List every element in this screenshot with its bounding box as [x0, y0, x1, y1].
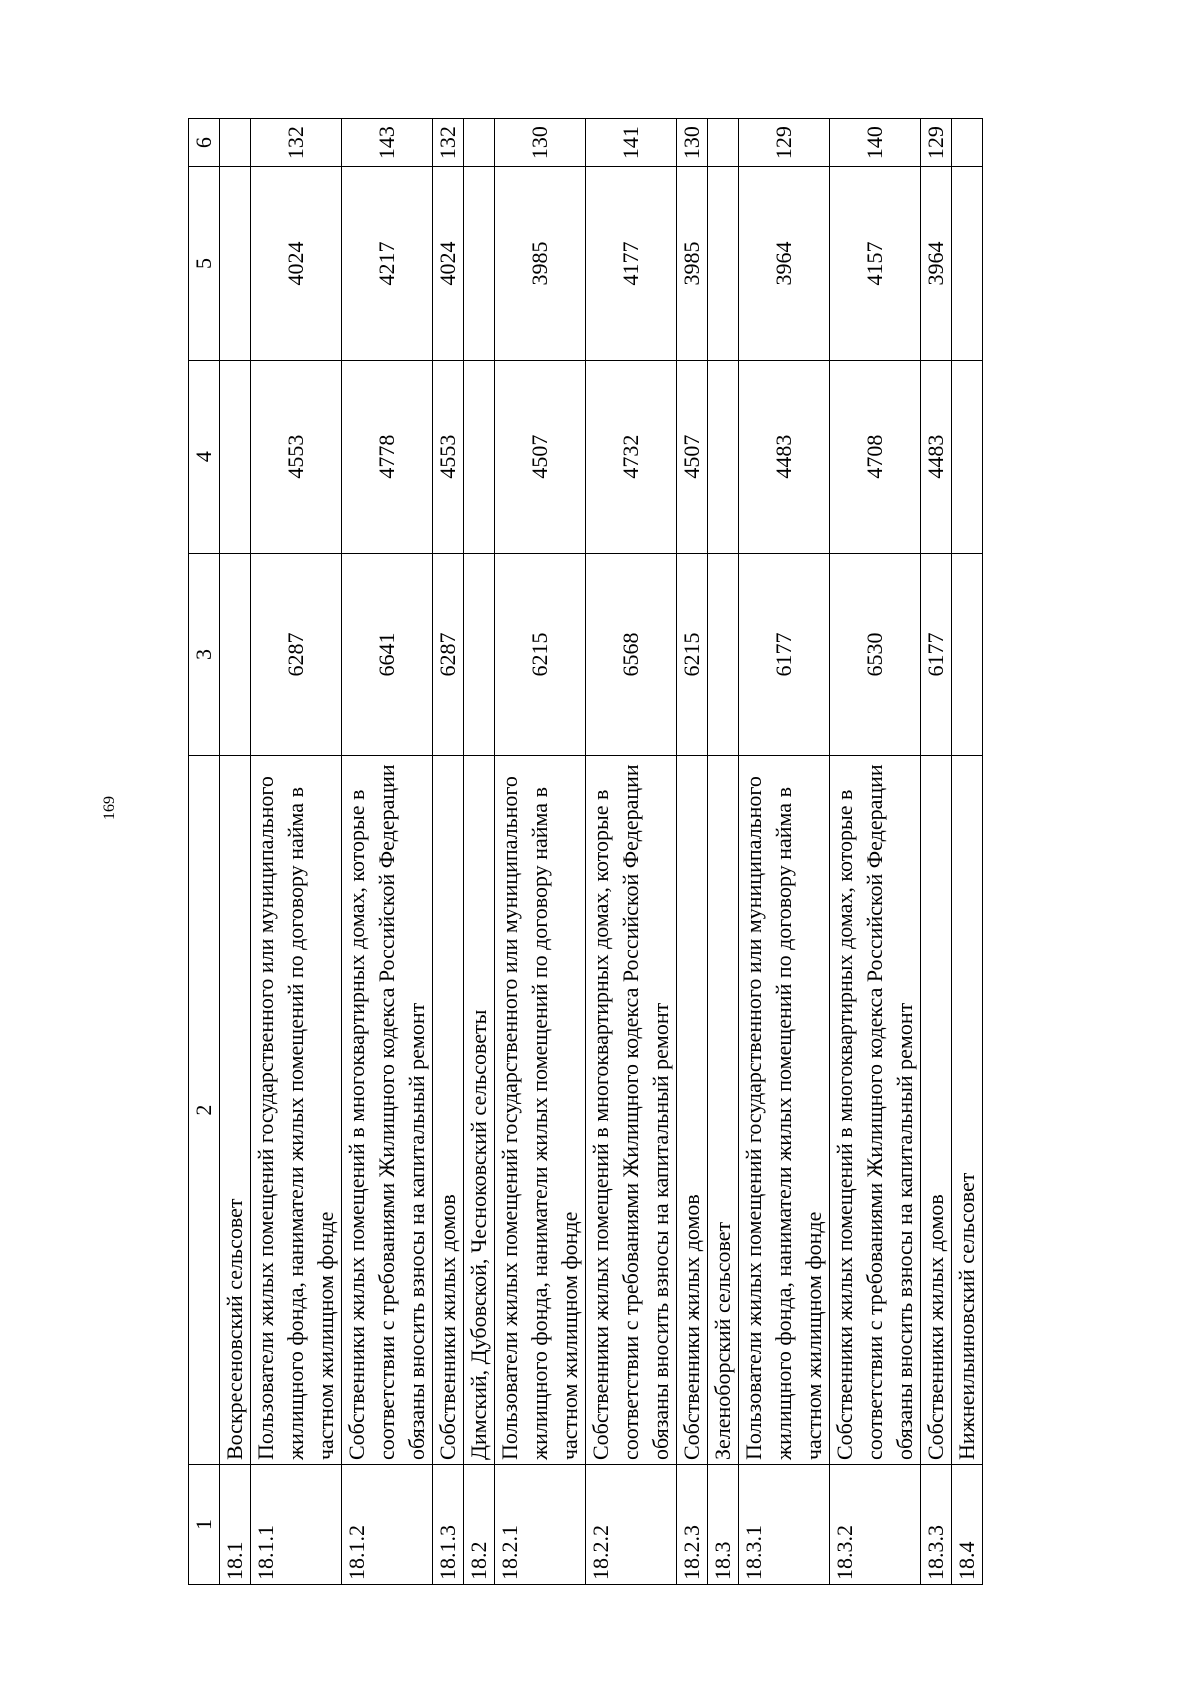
- row-value-col3-cell: 6641: [342, 553, 433, 756]
- table-row: [708, 119, 739, 1585]
- row-value-col5-cell: 4157: [830, 167, 921, 360]
- table-body: [220, 119, 983, 1585]
- column-header: 6: [189, 119, 220, 167]
- row-name-cell: Нижнеилыиновский сельсовет: [952, 756, 983, 1465]
- row-name-cell: Собственники жилых помещений в многоквартирных домах, которые в соответствии с требованиями Жилищного кодекса Российской Федерации обязаны вносить взносы на капитальный ремонт: [586, 756, 677, 1465]
- row-value-col4-cell: [464, 360, 495, 553]
- row-value-col5-cell: 3964: [921, 167, 952, 360]
- row-value-col4-cell: 4507: [677, 360, 708, 553]
- row-code-cell: 18.2.1: [495, 1465, 586, 1585]
- row-value-col5-cell: 3964: [739, 167, 830, 360]
- row-value-col6-cell: 141: [586, 119, 677, 167]
- row-name-cell: Зеленоборский сельсовет: [708, 756, 739, 1465]
- row-value-col3-cell: 6287: [251, 553, 342, 756]
- header-row: [189, 119, 220, 1585]
- row-value-col6-cell: 129: [739, 119, 830, 167]
- row-value-col5-cell: 4024: [251, 167, 342, 360]
- row-name-cell: Воскресеновский сельсовет: [220, 756, 251, 1465]
- row-value-col3-cell: 6177: [921, 553, 952, 756]
- row-value-col5-cell: [708, 167, 739, 360]
- row-code-cell: 18.1.1: [251, 1465, 342, 1585]
- table-row: [952, 119, 983, 1585]
- row-value-col6-cell: 143: [342, 119, 433, 167]
- row-value-col4-cell: [708, 360, 739, 553]
- row-value-col6-cell: 130: [677, 119, 708, 167]
- row-value-col6-cell: 132: [251, 119, 342, 167]
- row-code-cell: 18.4: [952, 1465, 983, 1585]
- row-value-col3-cell: 6568: [586, 553, 677, 756]
- row-name-cell: Пользователи жилых помещений государственного или муниципального жилищного фонда, наниматели жилых помещений по договору найма в частном жилищном фонде: [739, 756, 830, 1465]
- table-row: [342, 119, 433, 1585]
- row-name-cell: Димский, Дубовской, Чесноковский сельсоветы: [464, 756, 495, 1465]
- table-row: [830, 119, 921, 1585]
- row-value-col4-cell: 4553: [433, 360, 464, 553]
- row-value-col4-cell: [220, 360, 251, 553]
- column-header: 5: [189, 167, 220, 360]
- column-header: 1: [189, 1465, 220, 1585]
- table-row: [433, 119, 464, 1585]
- row-value-col5-cell: [464, 167, 495, 360]
- row-code-cell: 18.3.2: [830, 1465, 921, 1585]
- rotated-table-container: [188, 118, 1056, 1585]
- row-name-cell: Собственники жилых помещений в многоквартирных домах, которые в соответствии с требованиями Жилищного кодекса Российской Федерации обязаны вносить взносы на капитальный ремонт: [830, 756, 921, 1465]
- row-value-col3-cell: [220, 553, 251, 756]
- row-value-col4-cell: [952, 360, 983, 553]
- row-value-col5-cell: 4177: [586, 167, 677, 360]
- page-number: 169: [101, 796, 118, 820]
- row-value-col3-cell: 6177: [739, 553, 830, 756]
- row-name-cell: Собственники жилых помещений в многоквартирных домах, которые в соответствии с требованиями Жилищного кодекса Российской Федерации обязаны вносить взносы на капитальный ремонт: [342, 756, 433, 1465]
- row-value-col6-cell: [708, 119, 739, 167]
- row-value-col4-cell: 4483: [921, 360, 952, 553]
- table-row: [739, 119, 830, 1585]
- row-value-col3-cell: 6215: [677, 553, 708, 756]
- row-name-cell: Собственники жилых домов: [921, 756, 952, 1465]
- row-name-cell: Собственники жилых домов: [677, 756, 708, 1465]
- row-code-cell: 18.2.2: [586, 1465, 677, 1585]
- table-row: [921, 119, 952, 1585]
- table-row: [586, 119, 677, 1585]
- row-value-col4-cell: 4553: [251, 360, 342, 553]
- row-value-col6-cell: 130: [495, 119, 586, 167]
- table-row: [495, 119, 586, 1585]
- row-value-col5-cell: [220, 167, 251, 360]
- row-value-col5-cell: 4217: [342, 167, 433, 360]
- table-row: [220, 119, 251, 1585]
- row-value-col6-cell: 132: [433, 119, 464, 167]
- row-name-cell: Пользователи жилых помещений государственного или муниципального жилищного фонда, наниматели жилых помещений по договору найма в частном жилищном фонде: [495, 756, 586, 1465]
- row-value-col4-cell: 4507: [495, 360, 586, 553]
- column-header: 2: [189, 756, 220, 1465]
- row-value-col4-cell: 4708: [830, 360, 921, 553]
- row-value-col3-cell: 6215: [495, 553, 586, 756]
- row-value-col6-cell: [952, 119, 983, 167]
- column-header: 4: [189, 360, 220, 553]
- row-value-col4-cell: 4778: [342, 360, 433, 553]
- row-name-cell: Собственники жилых домов: [433, 756, 464, 1465]
- table-row: [251, 119, 342, 1585]
- row-value-col3-cell: [708, 553, 739, 756]
- row-value-col3-cell: [464, 553, 495, 756]
- tariff-table: [188, 118, 983, 1585]
- row-value-col3-cell: 6287: [433, 553, 464, 756]
- row-value-col5-cell: [952, 167, 983, 360]
- row-code-cell: 18.1.2: [342, 1465, 433, 1585]
- column-header: 3: [189, 553, 220, 756]
- row-code-cell: 18.3.3: [921, 1465, 952, 1585]
- row-code-cell: 18.1.3: [433, 1465, 464, 1585]
- row-value-col5-cell: 3985: [495, 167, 586, 360]
- row-value-col4-cell: 4483: [739, 360, 830, 553]
- row-value-col6-cell: 129: [921, 119, 952, 167]
- row-value-col6-cell: [220, 119, 251, 167]
- row-code-cell: 18.3: [708, 1465, 739, 1585]
- row-value-col3-cell: 6530: [830, 553, 921, 756]
- table-row: [677, 119, 708, 1585]
- row-value-col3-cell: [952, 553, 983, 756]
- row-value-col5-cell: 4024: [433, 167, 464, 360]
- table-header: [189, 119, 220, 1585]
- table-row: [464, 119, 495, 1585]
- row-code-cell: 18.2.3: [677, 1465, 708, 1585]
- row-code-cell: 18.2: [464, 1465, 495, 1585]
- row-code-cell: 18.3.1: [739, 1465, 830, 1585]
- row-value-col6-cell: [464, 119, 495, 167]
- row-code-cell: 18.1: [220, 1465, 251, 1585]
- row-name-cell: Пользователи жилых помещений государственного или муниципального жилищного фонда, наниматели жилых помещений по договору найма в частном жилищном фонде: [251, 756, 342, 1465]
- row-value-col4-cell: 4732: [586, 360, 677, 553]
- row-value-col6-cell: 140: [830, 119, 921, 167]
- row-value-col5-cell: 3985: [677, 167, 708, 360]
